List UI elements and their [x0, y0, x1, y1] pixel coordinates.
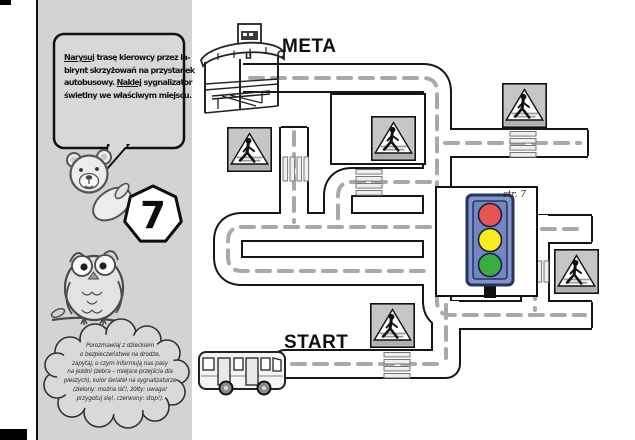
underlined-word: Narysuj: [64, 53, 95, 62]
instruction-line: świetlny we właściwym miejscu.: [64, 90, 192, 100]
owl-illustration: [50, 251, 132, 325]
red-light: [479, 204, 502, 227]
pedestrian-crossing-sign-icon: [372, 117, 415, 160]
pedestrian-crossing-sign-icon: [503, 84, 546, 127]
pedestrian-crossing-sign-icon: [371, 304, 414, 347]
green-light: [479, 254, 502, 277]
page-number: 7: [140, 193, 166, 237]
instruction-line: autobusowy. Naklej sygnalizator: [64, 78, 192, 88]
tip-line: Porozmawiaj z dzieckiem: [85, 343, 155, 349]
page-ref: str. 7: [503, 190, 526, 200]
tip-line: przygotuj się!, czerwony: stop!).: [76, 395, 164, 402]
traffic-light-icon: [467, 195, 513, 298]
tip-line: (zielony: można iść!, żółty: uwaga!: [73, 386, 167, 393]
instruction-text: [64, 52, 195, 102]
parent-tip-text: [46, 342, 194, 404]
instruction-line: Narysuj trasę kierowcy przez la-: [64, 53, 190, 62]
pedestrian-crossing-sign-icon: [555, 250, 598, 293]
underlined-word: Naklej: [116, 78, 142, 88]
bus-icon: [199, 352, 285, 395]
tip-line: zapytaj, o czym informują nas pasy: [72, 360, 168, 367]
yellow-light: [479, 229, 502, 252]
pedestrian-crossing-sign-icon: [228, 128, 271, 171]
tip-line: pieszych), kolor świateł na sygnalizatorze: [63, 378, 177, 385]
start-label: START: [284, 332, 349, 353]
instruction-line: birynt skrzyżowań na przystanek: [64, 65, 195, 75]
tip-line: na jezdni (zebra – miejsce przejścia dla: [67, 369, 173, 376]
meta-label: META: [282, 36, 337, 57]
tip-line: o bezpieczeństwie na drodze,: [79, 351, 161, 358]
